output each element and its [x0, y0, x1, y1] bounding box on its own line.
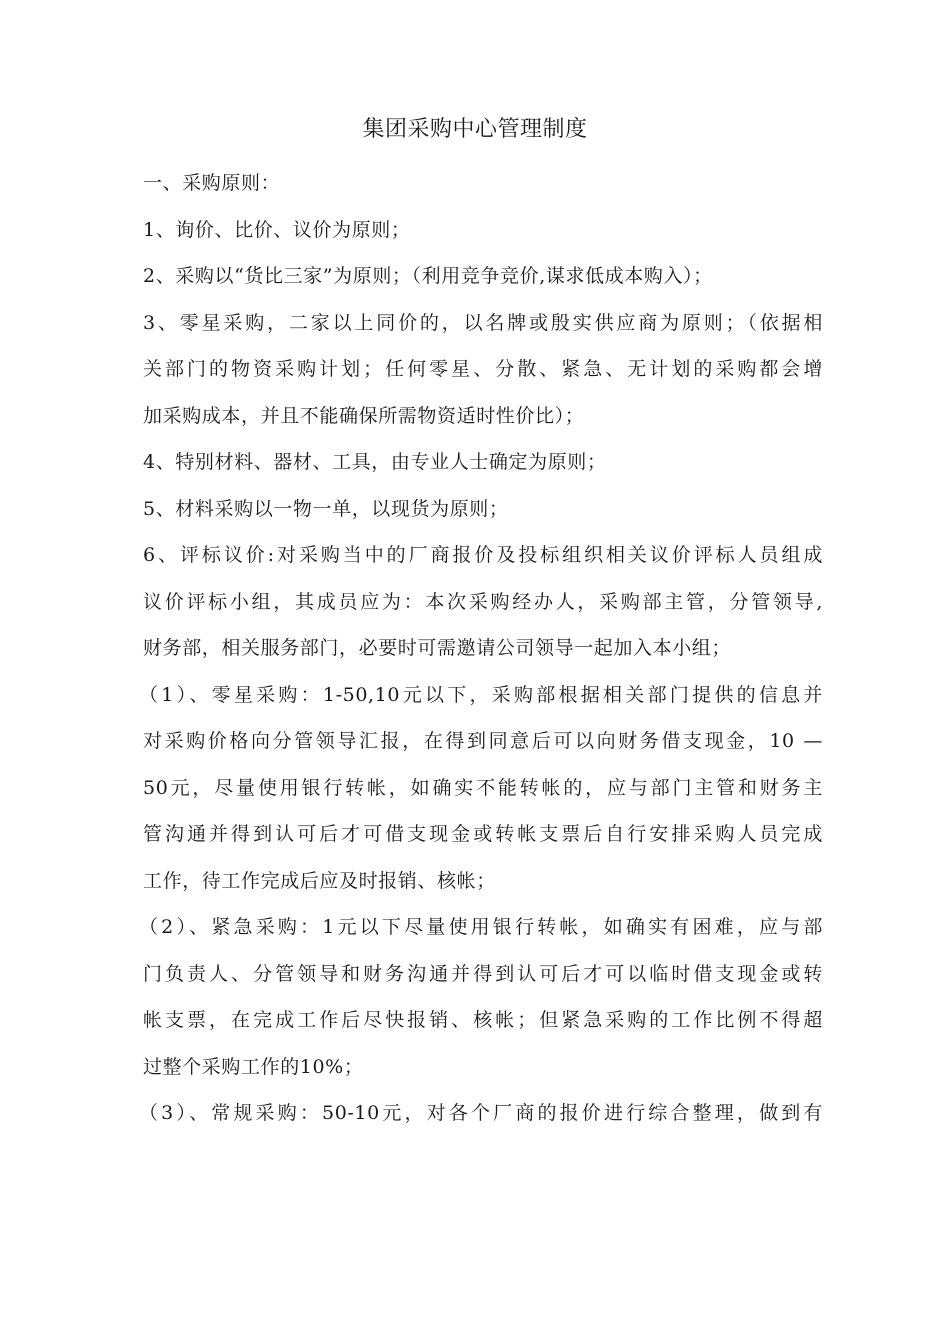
- body-line: 加采购成本，并且不能确保所需物资适时性价比）；: [143, 404, 585, 427]
- document-title: 集团采购中心管理制度: [362, 117, 588, 142]
- body-line: 关部门的物资采购计划；任何零星、分散、紧急、无计划的采购都会增: [143, 358, 823, 380]
- body-line: 财务部，相关服务部门，必要时可需邀请公司领导一起加入本小组；: [143, 637, 732, 659]
- body-line: （2）、紧急采购：1元以下尽量使用银行转帐，如确实有困难，应与部: [139, 916, 823, 938]
- body-line: 50元，尽量使用银行转帐，如确实不能转帐的，应与部门主管和财务主: [143, 776, 823, 799]
- body-line: 4、特别材料、器材、工具，由专业人士确定为原则；: [143, 451, 607, 473]
- body-line: （3）、常规采购：50-10元，对各个厂商的报价进行综合整理，做到有: [139, 1102, 823, 1124]
- body-line: 一、采购原则：: [143, 172, 281, 194]
- body-line: 帐支票，在完成工作后尽快报销、核帐；但紧急采购的工作比例不得超: [143, 1009, 823, 1031]
- body-line: 议价评标小组，其成员应为：本次采购经办人，采购部主管，分管领导,: [143, 590, 823, 613]
- body-line: 管沟通并得到认可后才可借支现金或转帐支票后自行安排采购人员完成: [143, 823, 823, 845]
- body-line: 工作，待工作完成后应及时报销、核帐；: [143, 869, 496, 892]
- body-line: 6、评标议价:对采购当中的厂商报价及投标组织相关议价评标人员组成: [143, 544, 823, 566]
- body-line: 对采购价格向分管领导汇报，在得到同意后可以向财务借支现金，10 —: [143, 730, 823, 752]
- document-body: [139, 160, 823, 1137]
- body-line: 5、材料采购以一物一单，以现货为原则；: [143, 497, 509, 520]
- body-line: 门负责人、分管领导和财务沟通并得到认可后才可以临时借支现金或转: [143, 962, 823, 985]
- body-line: 3、零星采购，二家以上同价的，以名牌或殷实供应商为原则；（依据相: [143, 311, 823, 334]
- body-line: （1）、零星采购：1-50,10元以下，采购部根据相关部门提供的信息并: [139, 683, 823, 706]
- body-line: 1、询价、比价、议价为原则；: [143, 218, 411, 241]
- body-line: 2、采购以“货比三家”为原则；（利用竞争竞价,谋求低成本购入）；: [143, 265, 713, 287]
- body-line: 过整个采购工作的10%；: [143, 1055, 364, 1078]
